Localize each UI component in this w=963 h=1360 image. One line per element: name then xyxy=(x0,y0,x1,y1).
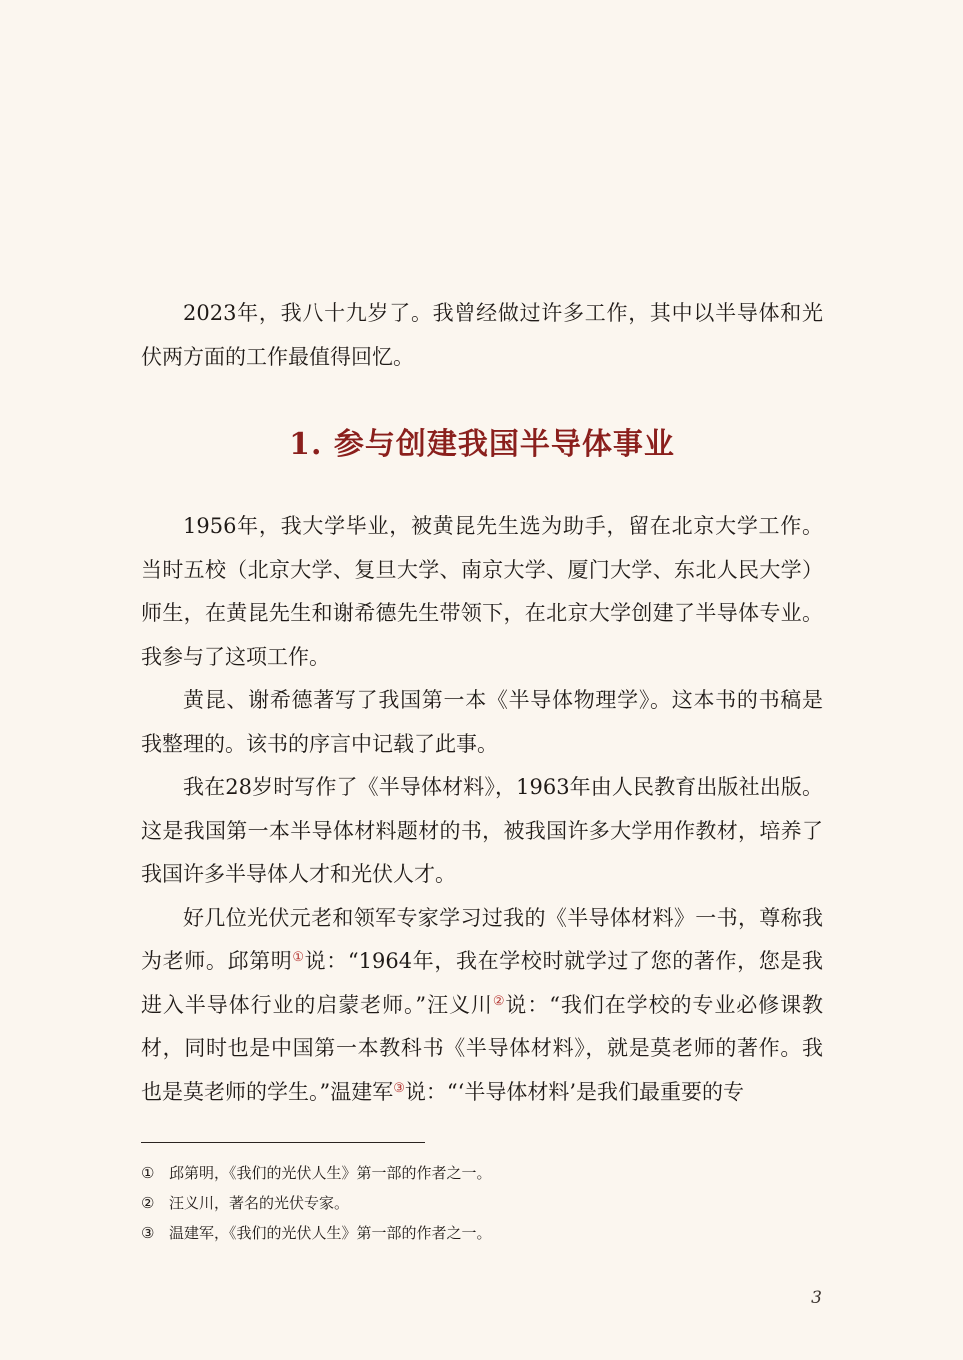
p4-segment-3: 说：“我们在学校的专业必修课教材，同时也是中国第一本教科书《半导体材料》，就是莫老师的著作。我也是莫老师的学生。”温建军 xyxy=(141,992,824,1104)
footnote-ref-3[interactable]: ③ xyxy=(393,1080,405,1096)
footnote-3 xyxy=(141,1218,823,1248)
footnote-ref-2[interactable]: ② xyxy=(492,993,506,1009)
footnotes xyxy=(141,1158,823,1248)
footnote-ref-1[interactable]: ① xyxy=(292,950,305,965)
page-number: 3 xyxy=(811,1288,822,1308)
p4-segment-1: 好几位光伏元老和领军专家学习过我的《半导体材料》一书，尊称我为老师。邱第明 xyxy=(141,905,823,973)
intro-paragraph: 2023年，我八十九岁了。我曾经做过许多工作，其中以半导体和光伏两方面的工作最值得回忆。 xyxy=(141,301,823,369)
body-paragraph-4 xyxy=(141,897,823,1115)
footnote-number: ② xyxy=(141,1194,155,1212)
body-paragraph-2: 黄昆、谢希德著写了我国第一本《半导体物理学》。这本书的书稿是我整理的。该书的序言中记载了此事。 xyxy=(141,688,823,756)
footnote-number: ① xyxy=(141,1164,155,1182)
footnote-number: ③ xyxy=(141,1224,155,1242)
p4-segment-4: 说：“‘半导体材料’是我们最重要的专 xyxy=(404,1079,744,1104)
footnote-text: 温建军，《我们的光伏人生》第一部的作者之一。 xyxy=(169,1224,492,1242)
footnote-2 xyxy=(141,1188,823,1218)
footnote-divider xyxy=(141,1142,425,1143)
body-paragraph-3: 我在28岁时写作了《半导体材料》，1963年由人民教育出版社出版。这是我国第一本半导体材料题材的书，被我国许多大学用作教材，培养了我国许多半导体人才和光伏人才。 xyxy=(141,775,823,886)
body-paragraph-1: 1956年，我大学毕业，被黄昆先生选为助手，留在北京大学工作。当时五校（北京大学、复旦大学、南京大学、厦门大学、东北人民大学）师生，在黄昆先生和谢希德先生带领下，在北京大学创建了半导体专业。我参与了这项工作。 xyxy=(141,514,823,669)
footnote-text: 汪义川，著名的光伏专家。 xyxy=(169,1194,350,1212)
main-text xyxy=(141,292,823,1114)
section-heading: 1. 参与创建我国半导体事业 xyxy=(289,427,675,462)
p4-segment-2: 说：“1964年，我在学校时就学过了您的著作，您是我进入半导体行业的启蒙老师。”汪义川 xyxy=(141,949,823,1017)
footnote-text: 邱第明，《我们的光伏人生》第一部的作者之一。 xyxy=(169,1164,492,1182)
footnote-1 xyxy=(141,1158,823,1188)
